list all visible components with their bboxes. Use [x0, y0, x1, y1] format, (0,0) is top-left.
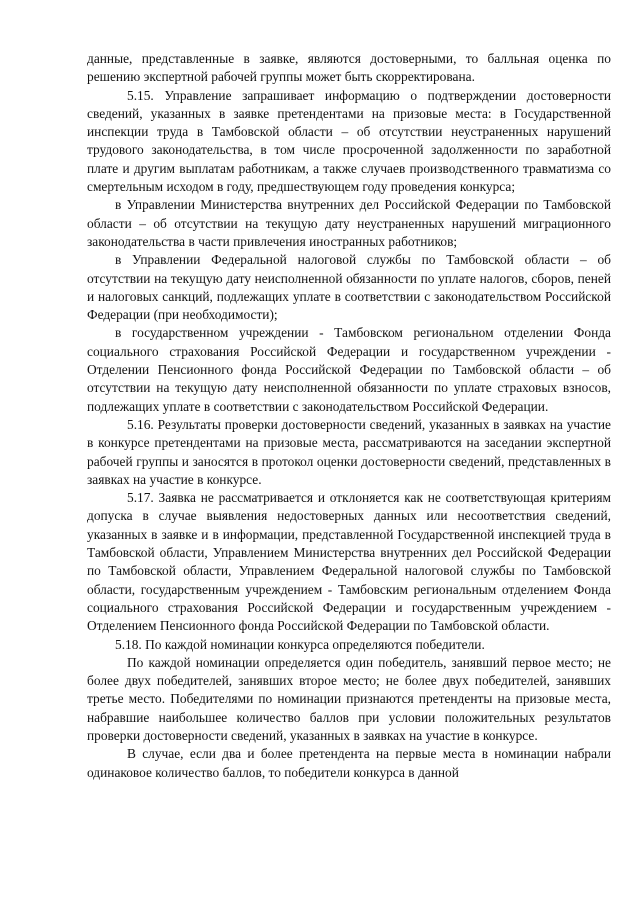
paragraph-5-17: 5.17. Заявка не рассматривается и отклоняется как не соответствующая критериям допуска в случае выявления недостоверных данных или несоответствия сведений, указанных в заявке и в информации, представленной Государственной инспекцией труда в Тамбовской области, Управлением Министерства внутренних дел Российской Федерации по Тамбовской области, Управлением Федеральной налоговой службы по Тамбовской области, государственным учреждением - Тамбовским региональным отделением Фонда социального страхования Российской Федерации и государственным учреждением - Отделением Пенсионного фонда Российской Федерации по Тамбовской области. — [87, 490, 611, 634]
paragraph-5-15: 5.15. Управление запрашивает информацию о подтверждении достоверности сведений, указанных в заявке претендентами на призовые места: в Государственной инспекции труда в Тамбовской области – об отсутствии неустраненных нарушений трудового законодательства, в том числе просроченной задолженности по заработной плате и другим выплатам работникам, а также случаев производственного травматизма со смертельным исходом в году, предшествующем году проведения конкурса; — [87, 87, 611, 195]
paragraph-mvd: в Управлении Министерства внутренних дел Российской Федерации по Тамбовской области – об отсутствии на текущую дату неустраненных нарушений миграционного законодательства в части привлечения иностранных работников; — [87, 197, 611, 249]
paragraph-5-18: 5.18. По каждой номинации конкурса определяются победители. — [115, 636, 485, 652]
paragraph-fns: в Управлении Федеральной налоговой службы по Тамбовской области – об отсутствии на текущую дату неисполненной обязанности по уплате налогов, сборов, пеней и налоговых санкций, подлежащих уплате в соответствии с законодательством Российской Федерации (при необходимости); — [87, 252, 611, 323]
paragraph-tie: В случае, если два и более претендента на первые места в номинации набрали одинаковое количество баллов, то победители конкурса в данной — [87, 746, 611, 780]
paragraph-5-16: 5.16. Результаты проверки достоверности сведений, указанных в заявках на участие в конкурсе претендентами на призовые места, рассматриваются на заседании экспертной рабочей группы и заносятся в протокол оценки достоверности сведений, представленных в заявках на участие в конкурсе. — [87, 416, 611, 487]
paragraph-funds: в государственном учреждении - Тамбовском региональном отделении Фонда социального страхования Российской Федерации и государственном учреждении - Отделении Пенсионного фонда Российской Федерации по Тамбовской области – об отсутствии на текущую дату неисполненной обязанности по уплате страховых взносов, подлежащих уплате в соответствии с законодательством Российской Федерации. — [87, 325, 611, 414]
document-page — [87, 50, 611, 782]
paragraph-winners: По каждой номинации определяется один победитель, занявший первое место; не более двух победителей, занявших второе место; не более двух победителей, занявших третье место. Победителями по номинации признаются претенденты на призовые места, набравшие наибольшее количество баллов при условии положительных результатов проверки достоверности сведений, указанных в заявках на участие в конкурсе. — [87, 654, 611, 743]
paragraph-continuation: данные, представленные в заявке, являются достоверными, то балльная оценка по решению экспертной рабочей группы может быть скорректирована. — [87, 51, 611, 85]
